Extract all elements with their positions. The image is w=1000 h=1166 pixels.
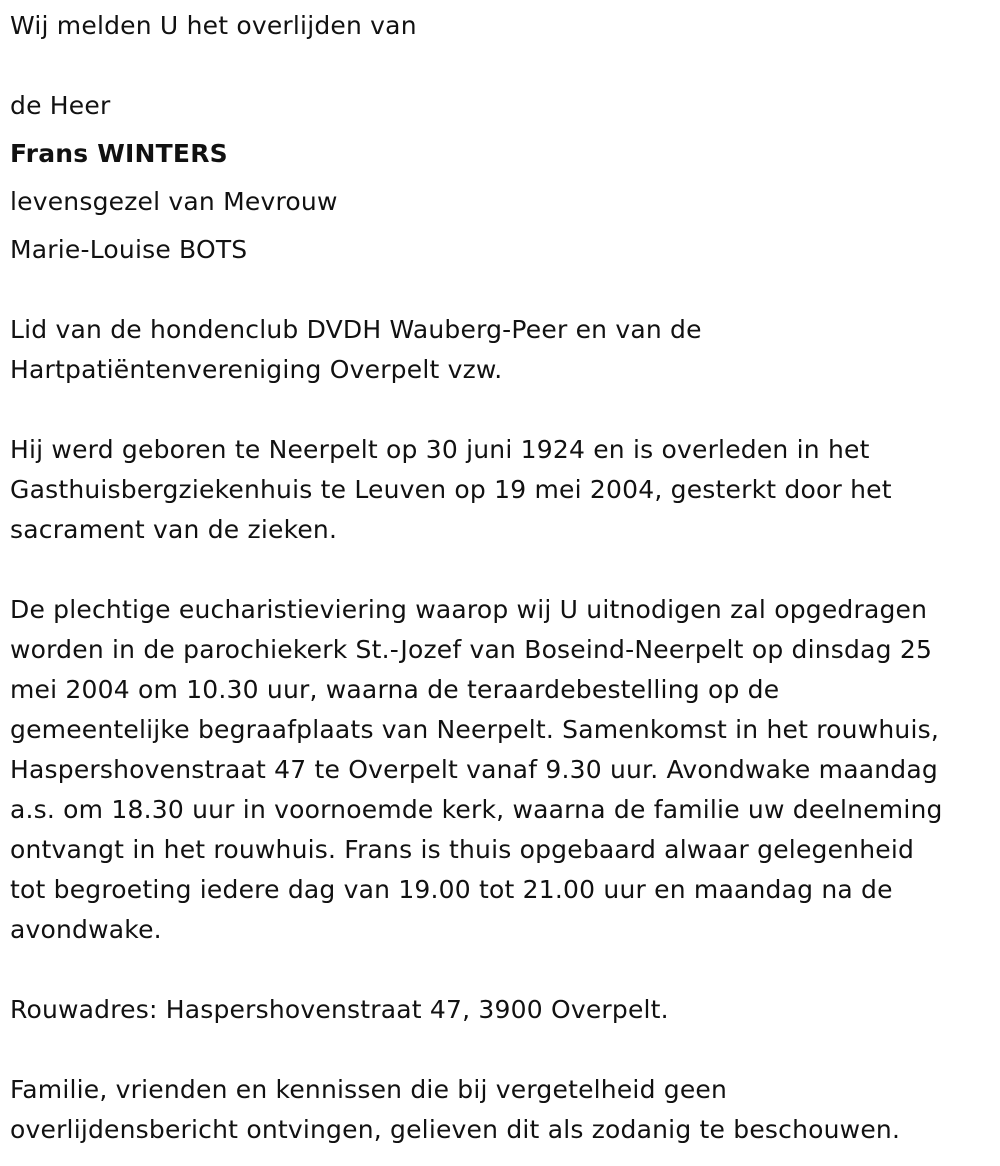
membership-paragraph <box>10 310 702 390</box>
ceremony-line: De plechtige eucharistieviering waarop wij U uitnodigen zal opgedragen <box>10 595 928 624</box>
ceremony-line: avondwake. <box>10 915 162 944</box>
mourning-address: Rouwadres: Haspershovenstraat 47, 3900 Overpelt. <box>10 995 669 1024</box>
closing-paragraph <box>10 1070 900 1150</box>
closing-line: Familie, vrienden en kennissen die bij vergetelheid geen <box>10 1075 728 1104</box>
intro-text: Wij melden U het overlijden van <box>10 11 417 40</box>
partner-line-1: levensgezel van Mevrouw <box>10 187 338 216</box>
ceremony-line: a.s. om 18.30 uur in voornoemde kerk, waarna de familie uw deelneming <box>10 795 943 824</box>
birth-death-paragraph <box>10 430 892 550</box>
closing-line: overlijdensbericht ontvingen, gelieven dit als zodanig te beschouwen. <box>10 1115 901 1144</box>
partner-line-2: Marie-Louise BOTS <box>10 235 248 264</box>
ceremony-line: mei 2004 om 10.30 uur, waarna de teraardebestelling op de <box>10 675 780 704</box>
ceremony-line: Haspershovenstraat 47 te Overpelt vanaf 9.30 uur. Avondwake maandag <box>10 755 938 784</box>
birth-death-line: Hij werd geboren te Neerpelt op 30 juni 1924 en is overleden in het <box>10 435 870 464</box>
birth-death-line: sacrament van de zieken. <box>10 515 338 544</box>
deceased-name: Frans WINTERS <box>10 139 228 168</box>
ceremony-line: tot begroeting iedere dag van 19.00 tot 21.00 uur en maandag na de <box>10 875 893 904</box>
birth-death-line: Gasthuisbergziekenhuis te Leuven op 19 mei 2004, gesterkt door het <box>10 475 892 504</box>
ceremony-paragraph <box>10 590 943 950</box>
membership-line: Hartpatiëntenvereniging Overpelt vzw. <box>10 355 503 384</box>
ceremony-line: gemeentelijke begraafplaats van Neerpelt. Samenkomst in het rouwhuis, <box>10 715 939 744</box>
ceremony-line: worden in de parochiekerk St.-Jozef van Boseind-Neerpelt op dinsdag 25 <box>10 635 933 664</box>
ceremony-line: ontvangt in het rouwhuis. Frans is thuis opgebaard alwaar gelegenheid <box>10 835 915 864</box>
membership-line: Lid van de hondenclub DVDH Wauberg-Peer en van de <box>10 315 702 344</box>
title-prefix: de Heer <box>10 91 111 120</box>
